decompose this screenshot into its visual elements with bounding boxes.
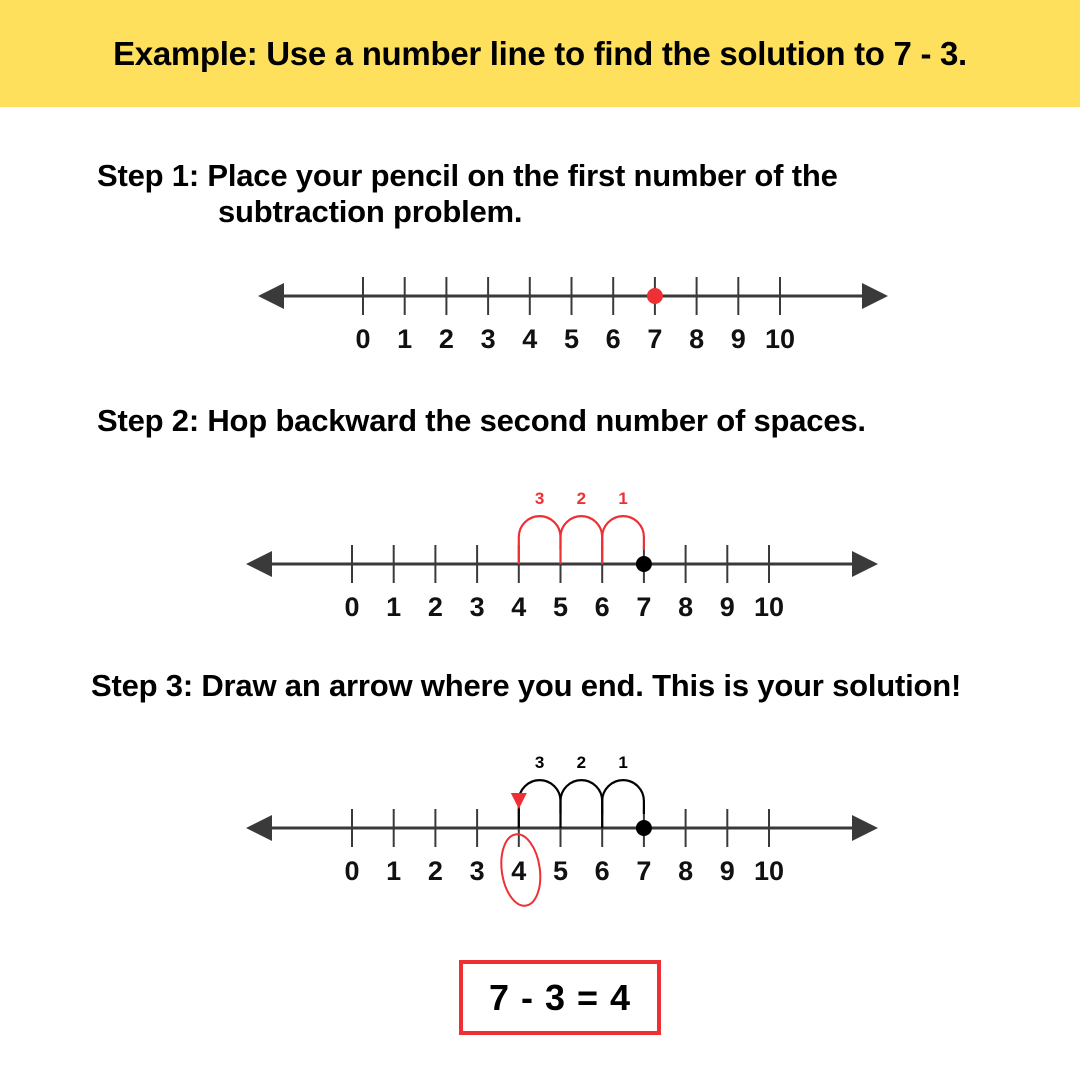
tick-label: 0 [355, 324, 371, 354]
tick-label: 9 [719, 856, 735, 886]
start-point [636, 820, 652, 836]
tick-label: 1 [386, 856, 402, 886]
hop-label: 1 [618, 489, 628, 509]
start-point [636, 556, 652, 572]
tick-label: 4 [522, 324, 538, 354]
tick-label: 6 [605, 324, 621, 354]
left-arrow-icon [258, 283, 284, 309]
tick-label: 2 [427, 592, 443, 622]
tick-label: 2 [438, 324, 454, 354]
number-line-step-1 [0, 260, 1080, 360]
hop-label: 3 [534, 489, 545, 509]
hop-arc [519, 516, 561, 564]
tick-label: 1 [397, 324, 413, 354]
tick-label: 2 [427, 856, 443, 886]
start-point [647, 288, 663, 304]
tick-label: 10 [753, 592, 785, 622]
right-arrow-icon [852, 815, 878, 841]
tick-label: 8 [678, 592, 694, 622]
number-line-step-2 [0, 480, 1080, 630]
page-title: Example: Use a number line to find the solution to 7 - 3. [113, 35, 967, 72]
tick-label: 3 [469, 856, 485, 886]
number-line-step-3 [0, 745, 1080, 915]
tick-label: 8 [678, 856, 694, 886]
tick-label: 9 [719, 592, 735, 622]
tick-label: 3 [469, 592, 485, 622]
tick-label: 4 [511, 592, 527, 622]
tick-label: 3 [480, 324, 496, 354]
step-1-heading: Step 1: Place your pencil on the first number of the [97, 158, 838, 193]
left-arrow-icon [246, 551, 272, 577]
hop-label: 3 [534, 753, 545, 773]
answer-equation: 7 - 3 = 4 [488, 976, 632, 1018]
hop-arc [602, 780, 644, 828]
tick-label: 5 [563, 324, 580, 354]
right-arrow-icon [862, 283, 888, 309]
tick-label: 7 [636, 856, 652, 886]
right-arrow-icon [852, 551, 878, 577]
hop-arc [561, 516, 603, 564]
hop-arc [519, 780, 561, 828]
tick-label: 10 [764, 324, 796, 354]
step-3-heading: Step 3: Draw an arrow where you end. This is your solution! [91, 668, 962, 703]
step-1-continuation: subtraction problem. [218, 194, 523, 229]
step-2-heading: Step 2: Hop backward the second number of spaces. [97, 403, 866, 438]
tick-label: 8 [689, 324, 705, 354]
tick-label: 7 [647, 324, 663, 354]
tick-label: 7 [636, 592, 652, 622]
tick-label: 0 [344, 856, 360, 886]
solution-arrow-icon [511, 793, 527, 809]
hop-arc [602, 516, 644, 564]
tick-label: 1 [386, 592, 402, 622]
left-arrow-icon [246, 815, 272, 841]
tick-label: 4 [511, 856, 527, 886]
tick-label: 9 [730, 324, 746, 354]
tick-label: 10 [753, 856, 785, 886]
tick-label: 0 [344, 592, 360, 622]
tick-label: 6 [594, 856, 610, 886]
tick-label: 5 [552, 856, 569, 886]
hop-arc [561, 780, 603, 828]
tick-label: 5 [552, 592, 569, 622]
hop-label: 2 [576, 489, 587, 509]
hop-label: 1 [618, 753, 628, 773]
hop-label: 2 [576, 753, 587, 773]
answer-box [459, 960, 661, 1035]
tick-label: 6 [594, 592, 610, 622]
